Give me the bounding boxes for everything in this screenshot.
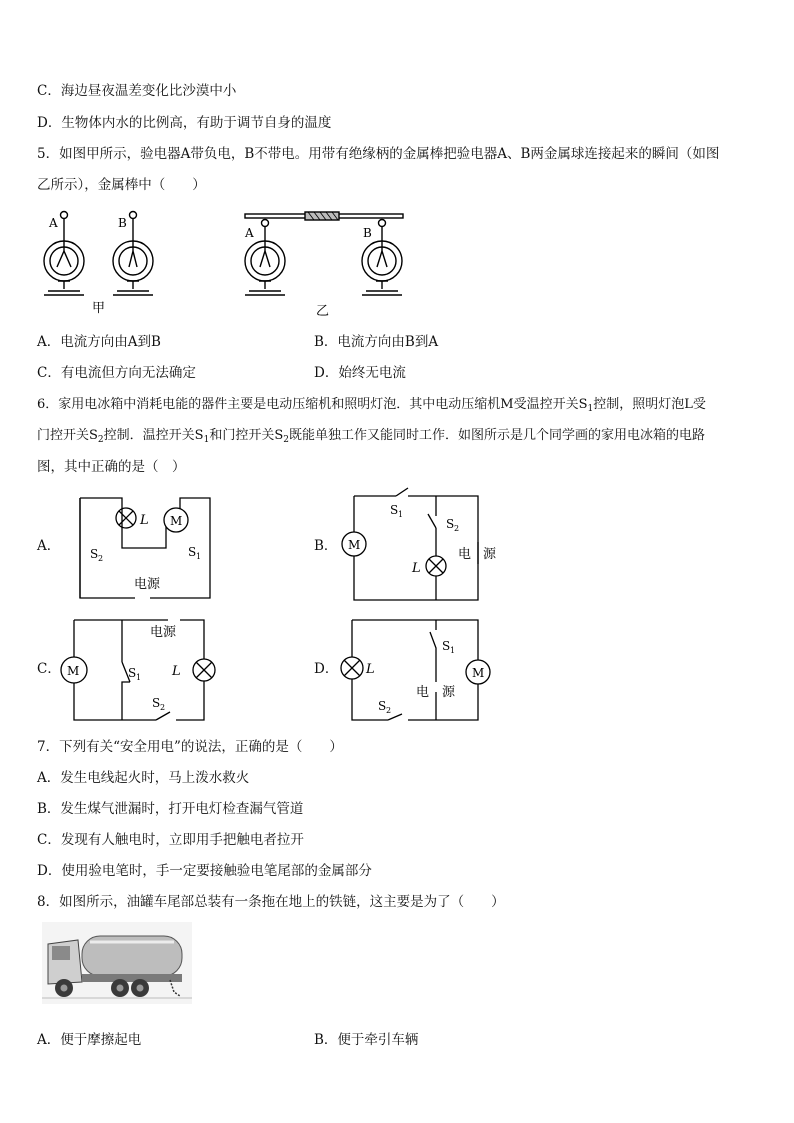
svg-text:S: S xyxy=(390,503,399,517)
svg-text:2: 2 xyxy=(454,524,460,533)
circuit-c-label: C． xyxy=(37,661,61,677)
q5-stem-line1: 5．如图甲所示，验电器A带负电，B不带电。用带有绝缘柄的金属棒把验电器A、B两金属球连接起来的瞬间（如图 xyxy=(37,146,720,162)
q5-electroscope-figure xyxy=(30,205,420,320)
circuit-d-label: D． xyxy=(314,661,339,677)
s1-label: S xyxy=(188,545,197,559)
svg-text:S: S xyxy=(128,666,137,680)
svg-text:1: 1 xyxy=(398,510,404,519)
label-a-jia: A xyxy=(49,216,58,230)
q7-option-d: D．使用验电笔时，手一定要接触验电笔尾部的金属部分 xyxy=(37,863,372,879)
q7-option-a: A．发生电线起火时，马上泼水救火 xyxy=(37,770,250,786)
circuit-a xyxy=(60,488,230,603)
q6-stem-line1: 6．家用电冰箱中消耗电能的器件主要是电动压缩机和照明灯泡．其中电动压缩机M受温控开关$S_1$控制，照明灯泡L受 xyxy=(37,397,706,414)
q5-option-b: B．电流方向由B到A xyxy=(314,334,439,350)
svg-text:L: L xyxy=(412,561,421,576)
q5-option-c: C．有电流但方向无法确定 xyxy=(37,365,196,381)
q8-option-b: B．便于牵引车辆 xyxy=(314,1032,419,1048)
q5-option-d: D．始终无电流 xyxy=(314,365,406,381)
circuit-a-label: A． xyxy=(37,538,61,554)
q5-stem-line2: 乙所示），金属棒中（ ） xyxy=(37,177,206,193)
insulated-handle xyxy=(305,212,339,220)
svg-text:1: 1 xyxy=(196,552,202,561)
q8-option-a: A．便于摩擦起电 xyxy=(37,1032,142,1048)
q6-stem-line3: 图，其中正确的是（ ） xyxy=(37,459,186,475)
circuit-b-label: B． xyxy=(314,538,338,554)
svg-text:源: 源 xyxy=(483,547,497,562)
svg-text:1: 1 xyxy=(136,673,142,682)
q4-option-d: D．生物体内水的比例高，有助于调节自身的温度 xyxy=(37,115,332,131)
svg-text:L: L xyxy=(366,662,375,677)
circuit-c xyxy=(60,610,230,725)
svg-text:电: 电 xyxy=(458,547,472,562)
q5-option-a: A．电流方向由A到B xyxy=(37,334,161,350)
circuit-b xyxy=(338,486,508,606)
q4-option-c: C．海边昼夜温差变化比沙漠中小 xyxy=(37,83,237,99)
q7-option-b: B．发生煤气泄漏时，打开电灯检查漏气管道 xyxy=(37,801,304,817)
caption-yi: 乙 xyxy=(316,304,330,319)
svg-text:2: 2 xyxy=(98,554,104,563)
motor-label: M xyxy=(170,514,183,528)
label-b-jia: B xyxy=(118,216,127,230)
svg-text:电源: 电源 xyxy=(150,625,177,640)
motor-label: M xyxy=(348,538,361,552)
svg-text:电: 电 xyxy=(416,685,430,700)
svg-text:2: 2 xyxy=(386,706,392,715)
svg-text:M: M xyxy=(67,664,80,678)
svg-text:S: S xyxy=(442,639,451,653)
q7-stem: 7．下列有关“安全用电”的说法，正确的是（ ） xyxy=(37,739,343,755)
s2-label: S xyxy=(90,547,99,561)
tanker-truck-image xyxy=(42,922,192,1004)
circuit-d xyxy=(338,610,508,725)
svg-text:S: S xyxy=(446,517,455,531)
svg-text:L: L xyxy=(172,664,181,679)
svg-text:M: M xyxy=(472,666,485,680)
power-label: 电源 xyxy=(134,577,161,592)
label-a-yi: A xyxy=(245,226,254,240)
svg-text:S: S xyxy=(378,699,387,713)
svg-text:1: 1 xyxy=(450,646,456,655)
svg-text:源: 源 xyxy=(442,685,456,700)
q7-option-c: C．发现有人触电时，立即用手把触电者拉开 xyxy=(37,832,304,848)
label-b-yi: B xyxy=(363,226,372,240)
lamp-label: L xyxy=(140,513,149,528)
q6-stem-line2: 门控开关$S_2$控制．温控开关$S_1$和门控开关$S_2$既能单独工作又能同时工作．如图所示是几个同学画的家用电冰箱的电路 xyxy=(37,428,705,445)
svg-text:2: 2 xyxy=(160,703,166,712)
svg-text:S: S xyxy=(152,696,161,710)
q8-stem: 8．如图所示，油罐车尾部总装有一条拖在地上的铁链，这主要是为了（ ） xyxy=(37,894,505,910)
caption-jia: 甲 xyxy=(92,301,106,316)
